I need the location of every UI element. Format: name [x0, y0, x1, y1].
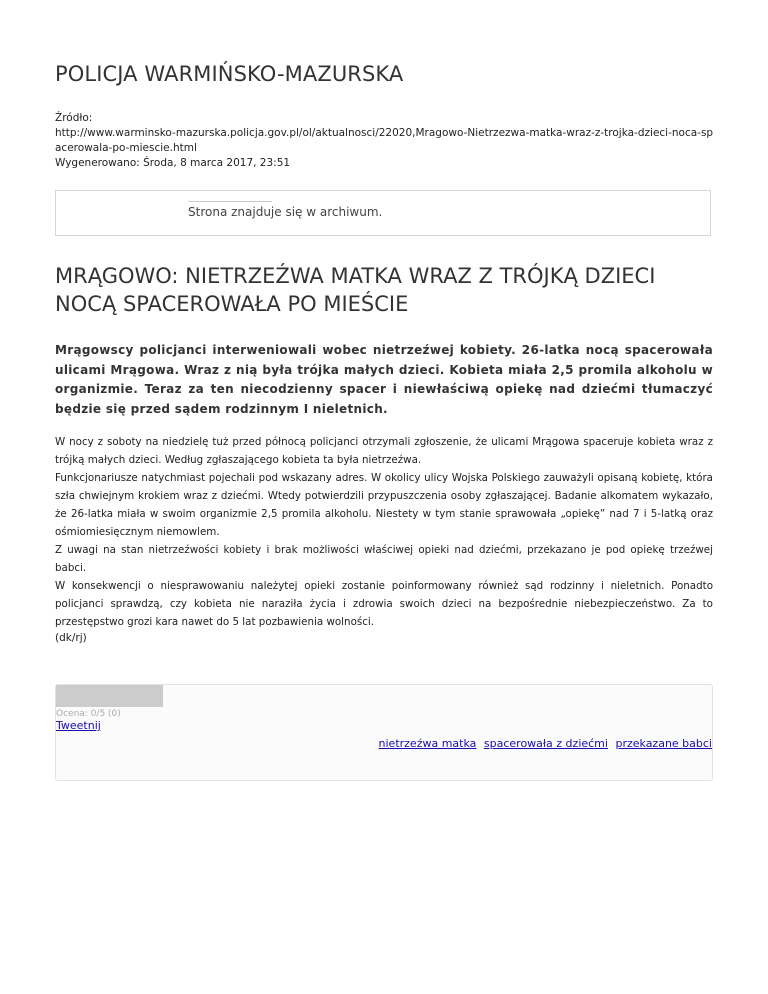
site-title: POLICJA WARMIŃSKO-MAZURSKA [55, 62, 404, 86]
article-paragraph: Z uwagi na stan nietrzeźwości kobiety i brak możliwości właściwej opieki nad dziećmi, przekazano je pod opiekę trzeźwej babci. [55, 544, 713, 574]
tweet-link[interactable]: Tweetnij [56, 719, 101, 732]
source-block [55, 111, 715, 171]
archive-divider [188, 201, 272, 202]
tag-list [375, 737, 712, 750]
article-title: MRĄGOWO: NIETRZEŹWA MATKA WRAZ Z TRÓJKĄ DZIECI NOCĄ SPACEROWAŁA PO MIEŚCIE [55, 264, 656, 316]
archive-notice: Strona znajduje się w archiwum. [188, 205, 383, 219]
article-paragraph: W konsekwencji o niesprawowaniu należytej opieki zostanie poinformowany również sąd rodzinny i nieletnich. Ponadto policjanci sprawdzą, czy kobieta nie naraziła życia i zdrowia swoich dzieci na bezpośrednie niebezpieczeństwo. Za to przestępstwo grozi kara nawet do 5 lat pozbawienia wolności. [55, 580, 713, 628]
tag-link[interactable]: spacerowała z dziećmi [483, 737, 608, 750]
article-paragraph: W nocy z soboty na niedzielę tuż przed północą policjanci otrzymali zgłoszenie, że ulicami Mrągowa spaceruje kobieta wraz z trójką małych dzieci. Według zgłaszającego kobieta ta była nietrzeźwa. [55, 436, 713, 466]
rating-stars[interactable] [56, 685, 163, 707]
generated-date: Wygenerowano: Środa, 8 marca 2017, 23:51 [55, 157, 291, 169]
article-paragraph: Funkcjonariusze natychmiast pojechali pod wskazany adres. W okolicy ulicy Wojska Polskiego zauważyli opisaną kobietę, która szła chwiejnym krokiem wraz z dziećmi. Wtedy potwierdzili przypuszczenia osoby zgłaszającej. Badanie alkomatem wykazało, że 26-latka miała w swoim organizmie 2,5 promila alkoholu. Niestety w tym stanie sprawowała „opiekę” nad 7 i 5-latką oraz ośmiomiesięcznym niemowlem. [55, 472, 713, 538]
rating-text: Ocena: 0/5 (0) [56, 709, 121, 719]
tag-link[interactable]: przekazane babci [615, 737, 712, 750]
archive-notice-box [55, 190, 711, 236]
tag-link[interactable]: nietrzeźwa matka [378, 737, 477, 750]
article-body [55, 433, 713, 631]
source-url: http://www.warminsko-mazurska.policja.gov.pl/ol/aktualnosci/22020,Mragowo-Nietrzezwa-matka-wraz-z-trojka-dzieci-noca-spacerowala-po-miescie.html [55, 127, 714, 154]
article-signature: (dk/rj) [55, 632, 87, 644]
article-footer [55, 684, 713, 781]
source-label: Źródło: [55, 112, 93, 124]
article-lead: Mrągowscy policjanci interweniowali wobec nietrzeźwej kobiety. 26-latka nocą spacerowała ulicami Mrągowa. Wraz z nią była trójka małych dzieci. Kobieta miała 2,5 promila alkoholu w organizmie. Teraz za ten niecodzienny spacer i niewłaściwą opiekę nad dziećmi tłumaczyć będzie się przed sądem rodzinnym I nieletnich. [55, 343, 713, 416]
